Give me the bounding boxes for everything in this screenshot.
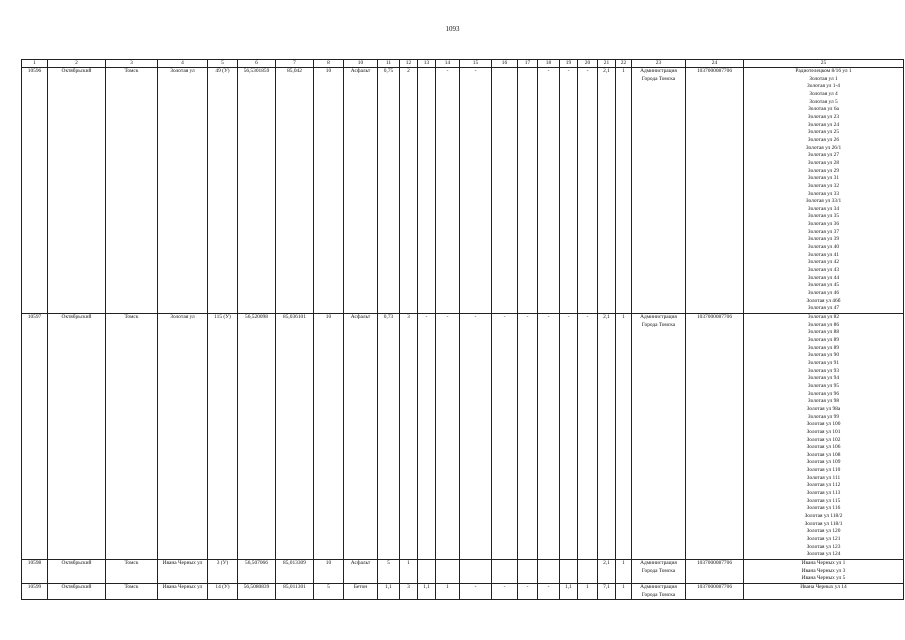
table-cell: 2,1 <box>598 314 616 560</box>
address-line: Золотая ул 89 <box>807 336 840 343</box>
address-line: Золотая ул 91 <box>807 359 840 366</box>
address-line: Золотая ул 37 <box>807 228 840 235</box>
column-header: 17 <box>518 60 538 68</box>
address-line: Золотая ул 98а <box>806 405 841 412</box>
table-cell: Золотая ул <box>158 314 208 560</box>
table-cell: 10 <box>314 68 344 314</box>
table-cell: - <box>418 314 436 560</box>
table-cell <box>418 68 436 314</box>
table-cell: 10 <box>314 314 344 560</box>
table-cell: - <box>578 314 598 560</box>
table-cell: - <box>492 314 518 560</box>
address-line: Золотая ул 99 <box>807 413 840 420</box>
address-line: Золотая ул 5 <box>809 98 838 105</box>
ogrn-cell: 1037000087706 <box>686 583 744 599</box>
address-line: Золотая ул 24 <box>807 121 840 128</box>
owner-cell <box>632 583 686 599</box>
table-cell <box>560 560 578 584</box>
address-line: Золотая ул 113 <box>806 490 841 497</box>
table-cell: 1 <box>616 314 632 560</box>
table-cell: 5 <box>314 583 344 599</box>
column-header: 14 <box>436 60 460 68</box>
column-header: 4 <box>158 60 208 68</box>
table-cell: 3 (У) <box>208 560 238 584</box>
table-cell: 56,507066 <box>238 560 276 584</box>
address-line: Золотая ул 4 <box>809 90 838 97</box>
table-cell: Асфальт <box>344 68 378 314</box>
address-line: Золотая ул 86 <box>807 321 840 328</box>
address-line: Золотая ул 109 <box>806 459 841 466</box>
address-line: Золотая ул 93 <box>807 367 840 374</box>
table-cell: 49 (У) <box>208 68 238 314</box>
table-cell: Октябрьский <box>48 560 106 584</box>
address-line: Золотая ул 32 <box>807 182 840 189</box>
address-line: Золотая ул 95 <box>807 382 840 389</box>
table-cell: 85,011301 <box>276 583 314 599</box>
table-cell <box>418 560 436 584</box>
table-body <box>22 68 904 600</box>
address-line: Золотая ул 118/1 <box>804 520 843 527</box>
table-cell: 10597 <box>22 314 48 560</box>
address-line: Золотая ул 121 <box>806 536 841 543</box>
table-cell: 2 <box>400 68 418 314</box>
table-cell: Октябрьский <box>48 583 106 599</box>
address-line: Золотая ул 33/1 <box>805 198 842 205</box>
address-line: Золотая ул 94 <box>807 375 840 382</box>
table-cell: - <box>560 68 578 314</box>
owner-cell <box>632 560 686 584</box>
table-cell: 1,1 <box>418 583 436 599</box>
table-cell: - <box>436 68 460 314</box>
addresses-cell <box>744 583 904 599</box>
ogrn-cell: 1037000087706 <box>686 314 744 560</box>
table-cell: - <box>578 68 598 314</box>
owner-line: Администрация <box>640 583 677 590</box>
address-line: Золотая ул 43 <box>807 267 840 274</box>
table-cell: 14 (У) <box>208 583 238 599</box>
table-cell: 1 <box>616 560 632 584</box>
owner-line: Администрация <box>640 68 677 74</box>
address-line: Золотая ул 123 <box>806 543 841 550</box>
table-cell: 85,042 <box>276 68 314 314</box>
register-table <box>21 59 904 600</box>
address-line: Золотая ул 29 <box>807 167 840 174</box>
column-header: 12 <box>400 60 418 68</box>
address-line: Радиотелецком 8/16 ул 1 <box>795 68 852 74</box>
table-cell: 10 <box>314 560 344 584</box>
address-line: Ивана Черных ул 14 <box>800 583 847 590</box>
table-cell <box>518 560 538 584</box>
table-cell: 85,013309 <box>276 560 314 584</box>
table-cell: 1 <box>616 583 632 599</box>
address-line: Золотая ул 90 <box>807 352 840 359</box>
address-line: Золотая ул 42 <box>807 259 840 266</box>
table-cell: Томск <box>106 68 158 314</box>
table-cell: 56,5301859 <box>238 68 276 314</box>
table-cell: 7,1 <box>598 583 616 599</box>
table-cell: - <box>460 314 492 560</box>
table-cell: - <box>518 314 538 560</box>
address-line: Золотая ул 47 <box>807 305 840 312</box>
table-cell: Томск <box>106 583 158 599</box>
table-row <box>22 560 904 584</box>
column-header: 6 <box>238 60 276 68</box>
address-line: Ивана Черных ул 1 <box>801 560 846 566</box>
table-cell: Асфальт <box>344 560 378 584</box>
addresses-cell <box>744 314 904 560</box>
table-cell: Ивана Черных ул <box>158 560 208 584</box>
owner-cell <box>632 68 686 314</box>
address-line: Золотая ул 106 <box>806 444 841 451</box>
address-line: Ивана Черных ул 5 <box>801 575 846 582</box>
table-row <box>22 68 904 314</box>
column-header: 21 <box>598 60 616 68</box>
address-line: Золотая ул 115 <box>806 497 841 504</box>
column-header: 10 <box>344 60 378 68</box>
table-cell: 3 <box>400 583 418 599</box>
table-cell: Октябрьский <box>48 314 106 560</box>
column-header: 8 <box>314 60 344 68</box>
column-header: 16 <box>492 60 518 68</box>
column-header: 7 <box>276 60 314 68</box>
table-cell: 5 <box>378 560 400 584</box>
address-line: Золотая ул 88 <box>807 329 840 336</box>
table-cell: Асфальт <box>344 314 378 560</box>
table-cell: - <box>460 68 492 314</box>
column-header: 3 <box>106 60 158 68</box>
address-line: Золотая ул 23 <box>807 113 840 120</box>
table-row <box>22 314 904 560</box>
table-cell <box>492 68 518 314</box>
address-line: Золотая ул 120 <box>806 528 841 535</box>
table-cell: - <box>538 68 560 314</box>
ogrn-cell: 1037000087706 <box>686 560 744 584</box>
address-line: Золотая ул 40 <box>807 244 840 251</box>
table-cell: 1 <box>436 583 460 599</box>
address-line: Золотая ул 108 <box>806 451 841 458</box>
table-cell: 1,1 <box>560 583 578 599</box>
address-line: Золотая ул 45 <box>807 282 840 289</box>
address-line: Золотая ул 101 <box>806 428 841 435</box>
address-line: Золотая ул 118/2 <box>804 513 843 520</box>
column-header: 1 <box>22 60 48 68</box>
table-cell: 2,1 <box>598 68 616 314</box>
address-line: Золотая ул 26/1 <box>805 144 842 151</box>
address-line: Золотая ул 6а <box>808 106 839 113</box>
column-header: 5 <box>208 60 238 68</box>
table-cell: 0,75 <box>378 68 400 314</box>
address-line: Золотая ул 96 <box>807 390 840 397</box>
address-line: Золотая ул 28 <box>807 159 840 166</box>
table-cell: Томск <box>106 560 158 584</box>
address-line: Золотая ул 100 <box>806 421 841 428</box>
column-header: 13 <box>418 60 436 68</box>
table-cell: 85,036101 <box>276 314 314 560</box>
address-line: Золотая ул 46б <box>806 297 841 304</box>
owner-line: Администрация <box>640 560 677 566</box>
address-line: Золотая ул 31 <box>807 175 840 182</box>
address-line: Золотая ул 27 <box>807 152 840 159</box>
table-cell: - <box>436 314 460 560</box>
table-cell: Бетон <box>344 583 378 599</box>
table-cell: Золотая ул <box>158 68 208 314</box>
table-cell: 56,5080839 <box>238 583 276 599</box>
column-header: 11 <box>378 60 400 68</box>
table-header-row <box>22 60 904 68</box>
table-cell: - <box>560 314 578 560</box>
table-cell: - <box>492 583 518 599</box>
table-cell: 10599 <box>22 583 48 599</box>
table-cell: 115 (У) <box>208 314 238 560</box>
address-line: Золотая ул 89 <box>807 344 840 351</box>
address-line: Золотая ул 98 <box>807 398 840 405</box>
table-cell: - <box>538 314 560 560</box>
owner-line: Города Томска <box>641 591 676 598</box>
table-cell: 10596 <box>22 68 48 314</box>
table-cell: 1 <box>400 560 418 584</box>
table-cell <box>436 560 460 584</box>
address-line: Золотая ул 25 <box>807 129 840 136</box>
column-header: 19 <box>560 60 578 68</box>
table-cell <box>518 68 538 314</box>
address-line: Золотая ул 44 <box>807 274 840 281</box>
table-cell: 56,520098 <box>238 314 276 560</box>
address-line: Золотая ул 124 <box>806 551 841 558</box>
table-cell: 10598 <box>22 560 48 584</box>
column-header: 18 <box>538 60 560 68</box>
column-header: 15 <box>460 60 492 68</box>
address-line: Золотая ул 39 <box>807 236 840 243</box>
address-line: Золотая ул 34 <box>807 205 840 212</box>
page-number: 1093 <box>445 25 460 33</box>
owner-line: Администрация <box>640 314 677 320</box>
address-line: Золотая ул 41 <box>807 251 840 258</box>
address-line: Золотая ул 33 <box>807 190 840 197</box>
address-line: Золотая ул 1 <box>809 75 838 82</box>
table-cell: 1 <box>578 583 598 599</box>
table-cell: 0,73 <box>378 314 400 560</box>
table-cell: - <box>518 583 538 599</box>
address-line: Золотая ул 35 <box>807 213 840 220</box>
column-header: 23 <box>632 60 686 68</box>
address-line: Золотая ул 26 <box>807 136 840 143</box>
table-cell <box>538 560 560 584</box>
table-cell: - <box>538 583 560 599</box>
address-line: Золотая ул 111 <box>806 474 841 481</box>
addresses-cell <box>744 560 904 584</box>
addresses-cell <box>744 68 904 314</box>
column-header: 2 <box>48 60 106 68</box>
address-line: Золотая ул 116 <box>806 505 841 512</box>
table-cell: 1 <box>616 68 632 314</box>
table-cell: Томск <box>106 314 158 560</box>
column-header: 20 <box>578 60 598 68</box>
address-line: Ивана Черных ул 3 <box>801 567 846 574</box>
table-cell: Ивана Черных ул <box>158 583 208 599</box>
table-cell <box>578 560 598 584</box>
address-line: Золотая ул 1-4 <box>807 83 840 90</box>
table-row <box>22 583 904 599</box>
owner-line: Города Томска <box>641 75 676 82</box>
address-line: Золотая ул 112 <box>806 482 841 489</box>
address-line: Золотая ул 36 <box>807 221 840 228</box>
table-cell <box>492 560 518 584</box>
address-line: Золотая ул 102 <box>806 436 841 443</box>
address-line: Золотая ул 82 <box>807 314 840 320</box>
ogrn-cell: 1037000087706 <box>686 68 744 314</box>
owner-line: Города Томска <box>641 321 676 328</box>
column-header: 25 <box>744 60 904 68</box>
table-cell: 2,1 <box>598 560 616 584</box>
address-line: Золотая ул 110 <box>806 467 841 474</box>
column-header: 22 <box>616 60 632 68</box>
address-line: Золотая ул 46 <box>807 290 840 297</box>
column-header: 24 <box>686 60 744 68</box>
table-cell: - <box>460 583 492 599</box>
table-cell <box>460 560 492 584</box>
owner-line: Города Томска <box>641 567 676 574</box>
table-cell: Октябрьский <box>48 68 106 314</box>
owner-cell <box>632 314 686 560</box>
table-cell: 3 <box>400 314 418 560</box>
table-cell: 1,1 <box>378 583 400 599</box>
